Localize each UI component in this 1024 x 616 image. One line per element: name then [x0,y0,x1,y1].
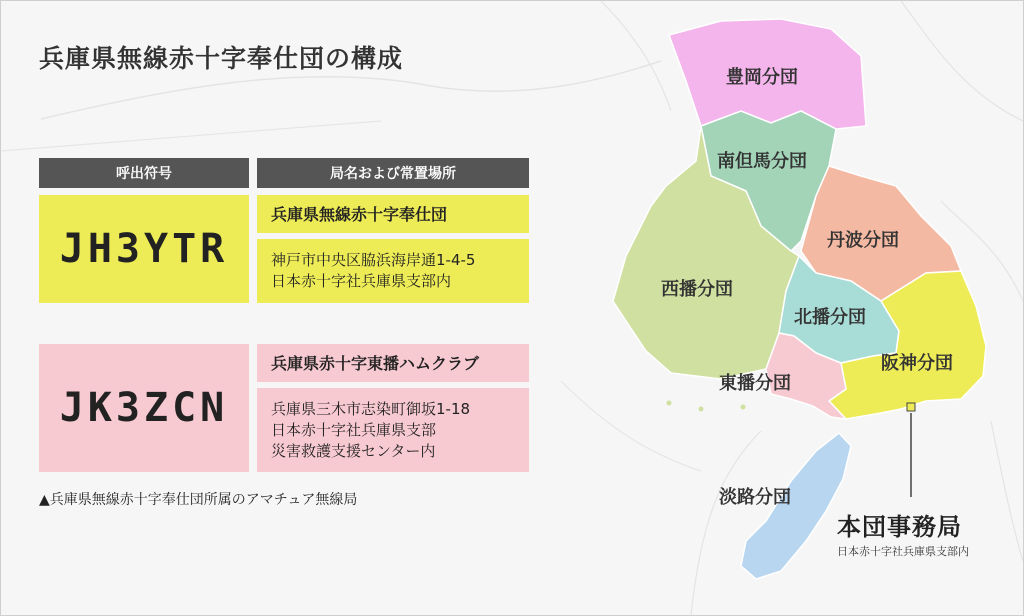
address-line: 兵庫県三木市志染町御坂1-18 [271,399,471,418]
callsign-jk3zcn: JK3ZCN [39,344,249,472]
label-hanshin: 阪神分団 [881,353,953,374]
address-line: 災害救護支援センター内 [271,441,436,460]
hq-sublabel: 日本赤十字社兵庫県支部内 [837,545,969,558]
page-title: 兵庫県無線赤十字奉仕団の構成 [39,44,404,73]
label-hokuban: 北播分団 [794,307,866,328]
label-tanba: 丹波分団 [827,230,899,251]
station-name-2: 兵庫県赤十字東播ハムクラブ [257,344,529,382]
station-name-1: 兵庫県無線赤十字奉仕団 [257,195,529,233]
label-seiban: 西播分団 [661,279,733,300]
header-callsign: 呼出符号 [39,158,249,188]
island-dot [667,401,672,406]
label-toyooka: 豊岡分団 [726,67,798,88]
label-awaji: 淡路分団 [719,487,791,508]
hq-marker [907,403,915,411]
island-dot [741,405,746,410]
callsign-jh3ytr: JH3YTR [39,195,249,303]
caption: ▲兵庫県無線赤十字奉仕団所属のアマチュア無線局 [39,492,358,508]
label-touban: 東播分団 [719,373,791,394]
address-line: 神戸市中央区脇浜海岸通1-4-5 [271,251,476,269]
label-minamitajima: 南但馬分団 [717,151,807,172]
hq-label: 本団事務局 [837,513,962,541]
address-line: 日本赤十字社兵庫県支部内 [271,272,452,290]
header-station: 局名および常置場所 [257,158,529,188]
address-line: 日本赤十字社兵庫県支部 [271,420,437,439]
island-dot [699,407,704,412]
